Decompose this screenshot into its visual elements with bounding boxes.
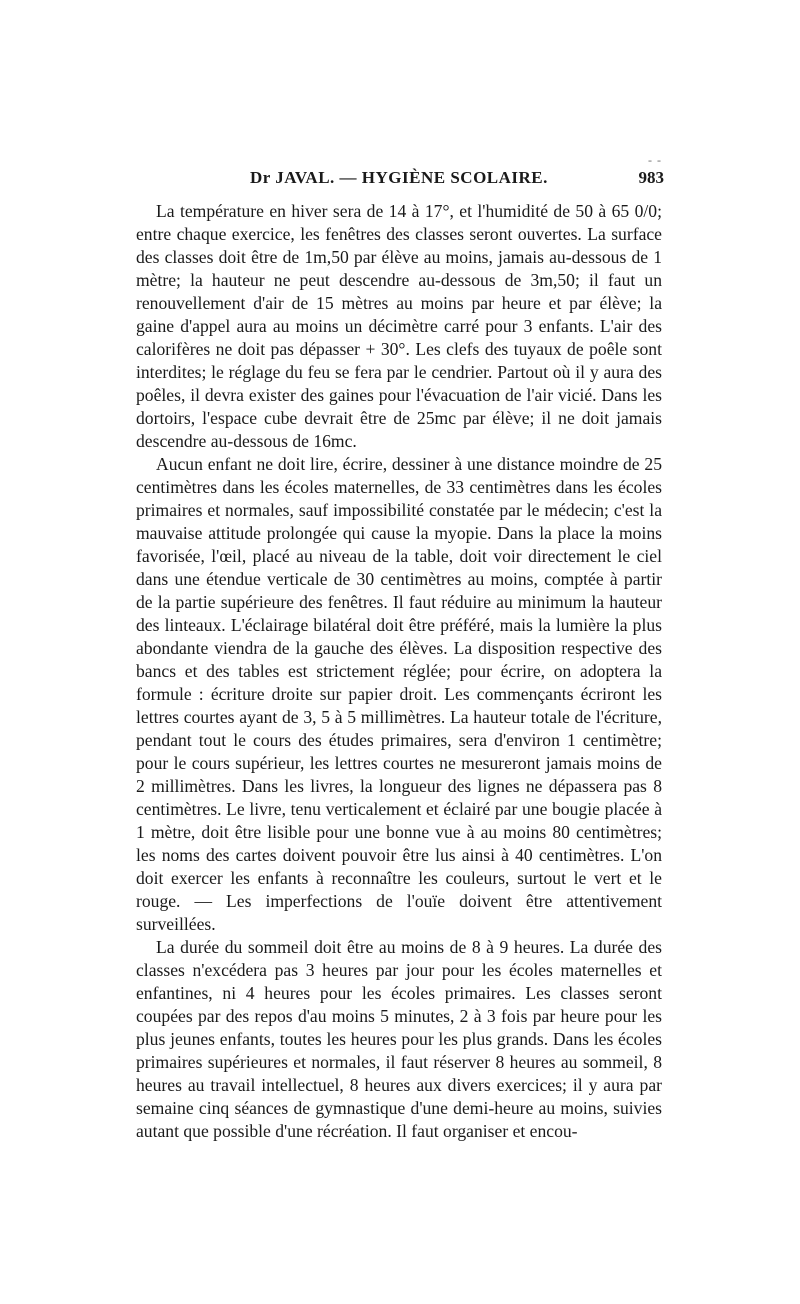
running-head-title: Dr JAVAL. — HYGIÈNE SCOLAIRE. <box>250 168 548 187</box>
paragraph-temperature: La température en hiver sera de 14 à 17°, et l'humidité de 50 à 65 0/0; entre chaque exercice, les fenêtres des classes seront ouvertes. La surface des classes doit être de 1m,50 par élève au moins, jamais au-dessous de 1 mètre; la hauteur ne peut descendre au-dessous de 3m,50; il faut un renouvellement d'air de 15 mètres au moins par heure et par élève; la gaine d'appel aura au moins un décimètre carré pour 3 enfants. L'air des calorifères ne doit pas dépasser + 30°. Les clefs des tuyaux de poêle sont interdites; le réglage du feu se fera par le cendrier. Partout où il y aura des poêles, il devra exister des gaines pour l'évacuation de l'air vicié. Dans les dortoirs, l'espace cube devrait être de 25mc par élève; il ne doit jamais descendre au-dessous de 16mc. <box>136 201 662 451</box>
corner-mark: - - <box>648 153 662 167</box>
body-text <box>136 200 662 1143</box>
paragraph-vision: Aucun enfant ne doit lire, écrire, dessiner à une distance moindre de 25 centimètres dans les écoles maternelles, de 33 centimètres dans les écoles primaires et normales, sauf impossibilité constatée par le médecin; c'est la mauvaise attitude prolongée qui cause la myopie. Dans la place la moins favorisée, l'œil, placé au niveau de la table, doit voir directement le ciel dans une étendue verticale de 30 centimètres au moins, comptée à partir de la partie supérieure des fenêtres. Il faut réduire au minimum la hauteur des linteaux. L'éclairage bilatéral doit être préféré, mais la lumière la plus abondante viendra de la gauche des élèves. La disposition respective des bancs et des tables est strictement réglée; pour écrire, on adoptera la formule : écriture droite sur papier droit. Les commençants écriront les lettres courtes ayant de 3, 5 à 5 millimètres. La hauteur totale de l'écriture, pendant tout le cours des études primaires, sera d'environ 1 centimètre; pour le cours supérieur, les lettres courtes ne mesureront jamais moins de 2 millimètres. Dans les livres, la longueur des lignes ne dépassera pas 8 centimètres. Le livre, tenu verticalement et éclairé par une bougie placée à 1 mètre, doit être lisible pour une bonne vue à au moins 80 centimètres; les noms des cartes doivent pouvoir être lus ainsi à 40 centimètres. L'on doit exercer les enfants à reconnaître les couleurs, surtout le vert et le rouge. — Les imperfections de l'ouïe doivent être attentivement surveillées. <box>136 454 662 934</box>
page-number: 983 <box>638 168 664 187</box>
paragraph-sleep: La durée du sommeil doit être au moins de 8 à 9 heures. La durée des classes n'excédera pas 3 heures par jour pour les écoles maternelles et enfantines, ni 4 heures pour les écoles primaires. Les classes seront coupées par des repos d'au moins 5 minutes, 2 à 3 fois par heure pour les plus jeunes enfants, toutes les heures pour les plus grands. Dans les écoles primaires supérieures et normales, il faut réserver 8 heures au sommeil, 8 heures au travail intellectuel, 8 heures aux divers exercices; il y aura par semaine cinq séances de gymnastique d'une demi-heure au moins, suivies autant que possible d'une récréation. Il faut organiser et encou- <box>136 937 662 1141</box>
running-head <box>250 168 664 192</box>
